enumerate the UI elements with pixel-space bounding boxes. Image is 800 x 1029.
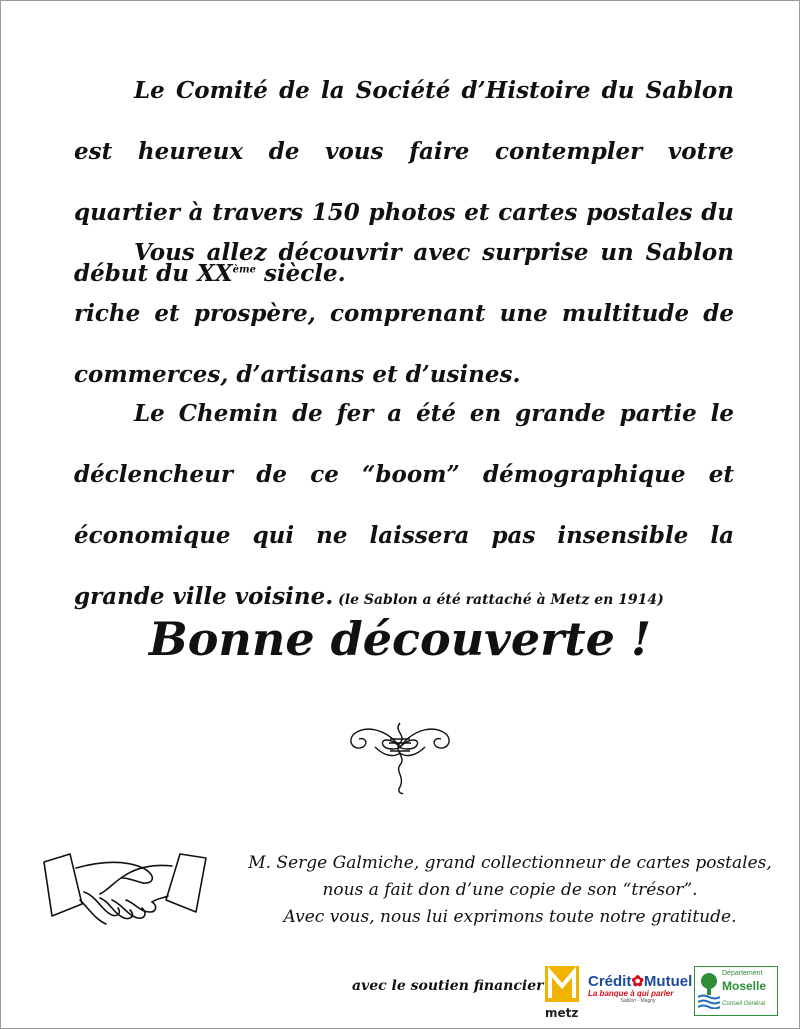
thanks-block [240, 850, 780, 931]
headline: Bonne découverte ! [148, 612, 652, 666]
metz-logo-label: metz [545, 1006, 579, 1020]
intro-paragraph-1: Le Comité de la Société d’Histoire du Sablon est heureux de vous faire contempler votre quartier à travers 150 photos et cartes postales du début du XXème siècle. [74, 77, 734, 287]
moselle-name: Moselle [722, 979, 767, 993]
credit-mutuel-title: Crédit✿Mutuel [588, 973, 693, 990]
moselle-tree-icon [698, 971, 720, 1009]
moselle-logo [694, 966, 778, 1016]
intro-paragraph-3: Le Chemin de fer a été en grande partie le déclencheur de ce “boom” démographique et économique qui ne laissera pas insensible la grande ville voisine. (le Sablon a été rattaché à Metz en 1914) [74, 400, 734, 610]
metz-m-icon [545, 966, 579, 1002]
credit-mutuel-heart-icon: ✿ [631, 973, 644, 990]
credit-mutuel-branch: Sablon - Magny [620, 998, 656, 1004]
thanks-line-3: Avec vous, nous lui exprimons toute notre gratitude. [283, 907, 737, 927]
thanks-line-2: nous a fait don d’une copie de son “trésor”. [322, 880, 698, 900]
sponsor-label: avec le soutien financier [352, 978, 544, 994]
handshake-icon [40, 852, 210, 932]
ornament-flourish-icon [345, 717, 455, 797]
metz-logo [545, 966, 585, 1020]
credit-mutuel-logo [588, 972, 693, 1004]
rattachement-note: (le Sablon a été rattaché à Metz en 1914) [333, 592, 664, 608]
moselle-dept: Département [722, 970, 763, 977]
thanks-line-1: M. Serge Galmiche, grand collectionneur de cartes postales, [248, 853, 772, 873]
moselle-cg: Conseil Général [722, 1001, 766, 1007]
credit-mutuel-tagline: La banque à qui parler [588, 989, 674, 998]
intro-paragraph-2: Vous allez découvrir avec surprise un Sablon riche et prospère, comprenant une multitude de commerces, d’artisans et d’usines. [74, 239, 734, 388]
